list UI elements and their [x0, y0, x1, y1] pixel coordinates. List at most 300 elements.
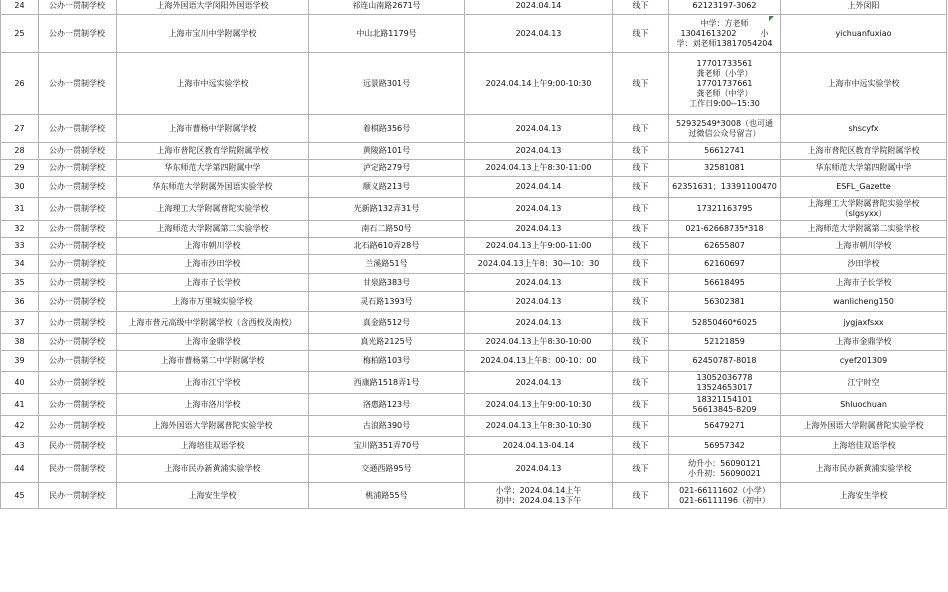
school-address-cell — [309, 198, 465, 221]
school-address: 梅柏路103号 — [362, 356, 411, 365]
open-day-mode: 线下 — [632, 204, 649, 213]
contact-phone-cell — [669, 372, 781, 394]
open-day-mode-cell — [613, 221, 669, 238]
school-name-cell — [117, 292, 309, 312]
wechat-account: 上海安生学校 — [839, 490, 888, 500]
school-address-cell — [309, 274, 465, 292]
school-name-cell — [117, 238, 309, 255]
row-number-cell — [1, 437, 39, 455]
school-address-cell — [309, 394, 465, 416]
contact-phone-cell — [669, 177, 781, 198]
wechat-account-cell — [781, 334, 947, 351]
open-day-mode: 线下 — [632, 259, 649, 268]
open-day-date-cell — [465, 53, 613, 115]
school-address-cell — [309, 351, 465, 372]
school-address-cell — [309, 455, 465, 483]
open-day-mode-cell — [613, 351, 669, 372]
row-number: 42 — [14, 421, 25, 430]
wechat-account-cell — [781, 115, 947, 143]
contact-phone-cell — [669, 274, 781, 292]
table-row — [1, 334, 947, 351]
school-type: 公办一贯制学校 — [49, 259, 105, 268]
wechat-account-cell — [781, 394, 947, 416]
row-number-cell — [1, 334, 39, 351]
table-row — [1, 416, 947, 437]
row-number: 43 — [14, 440, 25, 450]
row-number: 39 — [14, 356, 25, 365]
row-number-cell — [1, 394, 39, 416]
wechat-account-cell — [781, 372, 947, 394]
school-name: 上海市普元高级中学附属学校（含西校及南校） — [128, 317, 297, 327]
contact-phone-cell — [669, 437, 781, 455]
contact-phone: 021-62668735*318 — [685, 224, 764, 233]
open-day-mode: 线下 — [632, 146, 649, 155]
open-day-mode: 线下 — [632, 1, 649, 10]
school-address: 中山北路1179号 — [356, 28, 417, 38]
row-number-cell — [1, 0, 39, 15]
row-number-cell — [1, 372, 39, 394]
school-type: 公办一贯制学校 — [49, 224, 105, 233]
wechat-account: 上海师范大学附属第二实验学校 — [807, 224, 920, 233]
school-type: 公办一贯制学校 — [49, 337, 105, 346]
open-day-date: 2024.04.13上午9:00-10:30 — [485, 399, 592, 409]
school-name: 上海安生学校 — [188, 490, 237, 500]
school-type: 民办一贯制学校 — [49, 490, 105, 500]
wechat-account: 沙田学校 — [847, 259, 880, 268]
table-row — [1, 143, 947, 160]
open-day-date: 2024.04.13 — [515, 277, 562, 287]
school-address-cell — [309, 177, 465, 198]
open-day-mode-cell — [613, 372, 669, 394]
open-day-mode-cell — [613, 334, 669, 351]
wechat-account-cell — [781, 312, 947, 334]
contact-phone: 021-66111602（小学） 021-66111196（初中） — [679, 485, 770, 505]
school-type: 公办一贯制学校 — [49, 399, 105, 409]
open-day-date-cell — [465, 255, 613, 274]
school-type-cell — [39, 0, 117, 15]
school-address: 真金路512号 — [362, 317, 411, 327]
open-day-mode-cell — [613, 312, 669, 334]
open-day-mode: 线下 — [632, 490, 649, 500]
wechat-account-cell — [781, 198, 947, 221]
wechat-account-cell — [781, 160, 947, 177]
school-name: 上海市子长学校 — [184, 277, 241, 287]
school-name: 上海师范大学附属第二实验学校 — [156, 224, 269, 233]
row-number: 31 — [14, 204, 25, 213]
open-day-date: 2024.04.14 — [515, 1, 562, 10]
row-number-cell — [1, 143, 39, 160]
open-day-mode: 线下 — [632, 399, 649, 409]
school-address: 北石路610弄28号 — [353, 241, 420, 250]
row-number-cell — [1, 160, 39, 177]
school-type-cell — [39, 455, 117, 483]
table-row — [1, 274, 947, 292]
contact-phone-cell — [669, 455, 781, 483]
open-day-date-cell — [465, 177, 613, 198]
open-day-mode-cell — [613, 292, 669, 312]
open-day-mode: 线下 — [632, 28, 649, 38]
open-day-date-cell — [465, 455, 613, 483]
school-type-cell — [39, 221, 117, 238]
contact-phone: 56479271 — [704, 421, 745, 430]
open-day-mode-cell — [613, 115, 669, 143]
school-name-cell — [117, 312, 309, 334]
row-number: 32 — [14, 224, 25, 233]
open-day-mode: 线下 — [632, 463, 649, 473]
open-day-date: 2024.04.13上午9:00-11:00 — [485, 241, 592, 250]
open-day-mode: 线下 — [632, 182, 649, 191]
contact-phone-cell — [669, 238, 781, 255]
contact-phone: 62160697 — [704, 259, 745, 268]
contact-phone: 62450787-8018 — [692, 356, 757, 365]
school-name: 上海市民办新黄浦实验学校 — [164, 463, 261, 473]
contact-phone: 幼升小：56090121 小升初：56090021 — [688, 458, 761, 478]
wechat-account: yichuanfuxiao — [835, 28, 892, 38]
open-day-date-cell — [465, 351, 613, 372]
open-day-date-cell — [465, 334, 613, 351]
school-address-cell — [309, 312, 465, 334]
school-type-cell — [39, 15, 117, 53]
school-type-cell — [39, 255, 117, 274]
wechat-account: Shluochuan — [840, 399, 887, 409]
row-number-cell — [1, 292, 39, 312]
row-number: 25 — [14, 28, 25, 38]
school-type-cell — [39, 238, 117, 255]
school-address: 真光路2125号 — [360, 337, 413, 346]
open-day-mode-cell — [613, 143, 669, 160]
school-type-cell — [39, 312, 117, 334]
school-type: 公办一贯制学校 — [49, 146, 105, 155]
row-number: 28 — [14, 146, 25, 155]
school-address: 光新路132弄31号 — [353, 204, 420, 213]
row-number: 35 — [14, 277, 25, 287]
table-row — [1, 221, 947, 238]
wechat-account-cell — [781, 53, 947, 115]
row-number: 37 — [14, 317, 25, 327]
school-name-cell — [117, 15, 309, 53]
open-day-mode-cell — [613, 198, 669, 221]
open-day-date-cell — [465, 115, 613, 143]
contact-phone: 17701733561 龚老师（小学） 17701737661 龚老师（中学） 工作日9:00--15:30 — [689, 58, 760, 108]
school-name: 上海培佳双语学校 — [180, 440, 245, 450]
table-row — [1, 53, 947, 115]
contact-phone-cell — [669, 143, 781, 160]
table-row — [1, 292, 947, 312]
contact-phone-cell — [669, 334, 781, 351]
school-address-cell — [309, 115, 465, 143]
wechat-account-cell — [781, 238, 947, 255]
school-name-cell — [117, 255, 309, 274]
school-type: 民办一贯制学校 — [49, 440, 105, 450]
open-day-date: 2024.04.13 — [515, 377, 562, 387]
table-row — [1, 238, 947, 255]
row-number: 45 — [14, 490, 25, 500]
open-day-mode: 线下 — [632, 78, 649, 88]
row-number-cell — [1, 238, 39, 255]
school-address-cell — [309, 221, 465, 238]
contact-phone: 18321154101 56613845-8209 — [692, 394, 757, 414]
school-address: 古浪路390号 — [362, 421, 411, 430]
school-type: 公办一贯制学校 — [49, 123, 105, 133]
open-day-mode-cell — [613, 394, 669, 416]
school-name-cell — [117, 351, 309, 372]
school-address: 交通西路95号 — [361, 463, 412, 473]
wechat-account: 上海市朝川学校 — [835, 241, 892, 250]
table-row — [1, 437, 947, 455]
school-name: 上海市曹杨中学附属学校 — [168, 123, 257, 133]
open-day-date: 小学：2024.04.14上午 初中：2024.04.13下午 — [495, 485, 582, 505]
open-day-mode-cell — [613, 160, 669, 177]
school-name-cell — [117, 0, 309, 15]
contact-phone-cell — [669, 255, 781, 274]
row-number-cell — [1, 483, 39, 509]
row-number: 26 — [14, 78, 25, 88]
table-row — [1, 255, 947, 274]
school-type: 公办一贯制学校 — [49, 1, 105, 10]
school-address: 远景路301号 — [362, 78, 411, 88]
school-name-cell — [117, 143, 309, 160]
contact-phone-cell — [669, 115, 781, 143]
school-address-cell — [309, 53, 465, 115]
open-day-date: 2024.04.13 — [515, 204, 562, 213]
school-name-cell — [117, 483, 309, 509]
school-type: 公办一贯制学校 — [49, 28, 105, 38]
school-address: 甘泉路383号 — [362, 277, 411, 287]
open-day-mode: 线下 — [632, 421, 649, 430]
open-day-date-cell — [465, 143, 613, 160]
school-name: 华东师范大学附属外国语实验学校 — [152, 182, 273, 191]
open-day-date: 2024.04.13 — [515, 146, 562, 155]
contact-phone: 56957342 — [704, 440, 745, 450]
row-number-cell — [1, 198, 39, 221]
school-address: 洛惠路123号 — [362, 399, 411, 409]
open-day-date-cell — [465, 15, 613, 53]
open-day-date-cell — [465, 198, 613, 221]
contact-phone-cell — [669, 15, 781, 53]
contact-phone: 56612741 — [704, 146, 745, 155]
table-row — [1, 177, 947, 198]
school-name-cell — [117, 455, 309, 483]
wechat-account: 上海市中远实验学校 — [827, 78, 900, 88]
open-day-date-cell — [465, 160, 613, 177]
row-number: 34 — [14, 259, 25, 268]
school-address: 桃浦路55号 — [365, 490, 408, 500]
contact-phone-cell — [669, 198, 781, 221]
open-day-mode: 线下 — [632, 377, 649, 387]
wechat-account: 上海市金鼎学校 — [835, 337, 892, 346]
open-day-date-cell — [465, 483, 613, 509]
contact-phone: 52932549*3008（也可通 过微信公众号留言） — [675, 118, 774, 138]
contact-phone: 32581081 — [704, 163, 745, 172]
school-address: 兰溪路51号 — [365, 259, 408, 268]
open-day-mode-cell — [613, 274, 669, 292]
row-number: 38 — [14, 337, 25, 346]
contact-phone-cell — [669, 160, 781, 177]
contact-phone-cell — [669, 416, 781, 437]
wechat-account-cell — [781, 0, 947, 15]
school-name: 上海市曹杨第二中学附属学校 — [160, 356, 265, 365]
row-number-cell — [1, 15, 39, 53]
school-type: 公办一贯制学校 — [49, 182, 105, 191]
school-type-cell — [39, 394, 117, 416]
row-number-cell — [1, 416, 39, 437]
school-address: 泸定路279号 — [362, 163, 411, 172]
open-day-mode-cell — [613, 437, 669, 455]
open-day-mode-cell — [613, 15, 669, 53]
school-name: 上海外国语大学闵阳外国语学校 — [156, 1, 269, 10]
open-day-mode: 线下 — [632, 163, 649, 172]
school-address: 祁连山南路2671号 — [352, 1, 421, 10]
wechat-account: 上海外国语大学附属普陀实验学校 — [803, 421, 924, 430]
row-number-cell — [1, 274, 39, 292]
school-name-cell — [117, 372, 309, 394]
open-day-mode: 线下 — [632, 440, 649, 450]
open-day-mode-cell — [613, 483, 669, 509]
open-day-date-cell — [465, 416, 613, 437]
school-address-cell — [309, 292, 465, 312]
school-type: 公办一贯制学校 — [49, 163, 105, 172]
wechat-account: 上海市子长学校 — [835, 277, 892, 287]
row-number-cell — [1, 53, 39, 115]
contact-phone-cell — [669, 53, 781, 115]
school-address: 灵石路1393号 — [360, 296, 413, 306]
school-name-cell — [117, 53, 309, 115]
wechat-account-cell — [781, 351, 947, 372]
contact-phone-cell — [669, 221, 781, 238]
school-address-cell — [309, 255, 465, 274]
contact-phone-cell — [669, 394, 781, 416]
school-name-cell — [117, 160, 309, 177]
school-address-cell — [309, 15, 465, 53]
school-type-cell — [39, 143, 117, 160]
school-name: 上海市金鼎学校 — [184, 337, 241, 346]
open-day-date: 2024.04.13上午8:30-10:00 — [485, 337, 592, 346]
open-day-date: 2024.04.13 — [515, 123, 562, 133]
wechat-account-cell — [781, 437, 947, 455]
school-type: 公办一贯制学校 — [49, 277, 105, 287]
open-day-date: 2024.04.14上午9:00-10:30 — [485, 78, 592, 88]
school-type: 公办一贯制学校 — [49, 241, 105, 250]
school-type-cell — [39, 160, 117, 177]
wechat-account-cell — [781, 292, 947, 312]
school-address-cell — [309, 143, 465, 160]
school-name-cell — [117, 334, 309, 351]
school-address: 着棋路356号 — [362, 123, 411, 133]
wechat-account: ESFL_Gazette — [836, 182, 891, 191]
school-name-cell — [117, 394, 309, 416]
wechat-account: wanlicheng150 — [833, 296, 894, 306]
school-address: 宝川路351弄70号 — [353, 440, 420, 450]
wechat-account-cell — [781, 143, 947, 160]
school-type-cell — [39, 437, 117, 455]
contact-phone-cell — [669, 312, 781, 334]
school-type-cell — [39, 53, 117, 115]
school-type: 公办一贯制学校 — [49, 356, 105, 365]
school-type: 民办一贯制学校 — [49, 463, 105, 473]
school-address: 南石二路50号 — [361, 224, 412, 233]
contact-phone: 52850460*6025 — [691, 317, 758, 327]
row-number-cell — [1, 255, 39, 274]
row-number: 33 — [14, 241, 25, 250]
school-type-cell — [39, 274, 117, 292]
contact-phone-cell — [669, 483, 781, 509]
open-day-date: 2024.04.13 — [515, 224, 562, 233]
school-type-cell — [39, 483, 117, 509]
table-row — [1, 394, 947, 416]
row-number: 29 — [14, 163, 25, 172]
open-day-date-cell — [465, 0, 613, 15]
row-number: 44 — [14, 463, 25, 473]
wechat-account-cell — [781, 416, 947, 437]
row-number: 36 — [14, 296, 25, 306]
school-address-cell — [309, 416, 465, 437]
school-address-cell — [309, 0, 465, 15]
school-address-cell — [309, 437, 465, 455]
contact-phone: 17321163795 — [696, 204, 753, 213]
wechat-account-cell — [781, 177, 947, 198]
open-day-mode-cell — [613, 455, 669, 483]
school-name: 上海市沙田学校 — [184, 259, 241, 268]
open-day-mode: 线下 — [632, 123, 649, 133]
wechat-account: shscyfx — [848, 123, 879, 133]
school-type-cell — [39, 198, 117, 221]
wechat-account: 上外闵阳 — [847, 1, 880, 10]
comment-marker-icon — [769, 16, 774, 21]
wechat-account-cell — [781, 15, 947, 53]
open-day-mode: 线下 — [632, 224, 649, 233]
school-name: 上海市朝川学校 — [184, 241, 241, 250]
wechat-account-cell — [781, 221, 947, 238]
school-type-cell — [39, 372, 117, 394]
contact-phone-cell — [669, 351, 781, 372]
open-day-date: 2024.04.13 — [515, 317, 562, 327]
open-day-mode-cell — [613, 0, 669, 15]
school-type: 公办一贯制学校 — [49, 296, 105, 306]
row-number-cell — [1, 177, 39, 198]
row-number-cell — [1, 312, 39, 334]
open-day-date-cell — [465, 292, 613, 312]
wechat-account: jygjaxfsxx — [843, 317, 884, 327]
school-address: 顺义路213号 — [362, 182, 411, 191]
open-day-date: 2024.04.13上午8:30-11:00 — [485, 163, 592, 172]
school-address-cell — [309, 372, 465, 394]
school-address-cell — [309, 160, 465, 177]
open-day-date: 2024.04.13上午8：00-10：00 — [480, 356, 597, 365]
school-name-cell — [117, 177, 309, 198]
school-type-cell — [39, 292, 117, 312]
school-name-cell — [117, 437, 309, 455]
table-row — [1, 198, 947, 221]
contact-phone: 62123197-3062 — [692, 1, 757, 10]
school-type-cell — [39, 115, 117, 143]
open-day-date-cell — [465, 394, 613, 416]
school-type: 公办一贯制学校 — [49, 317, 105, 327]
school-address-cell — [309, 483, 465, 509]
open-day-date-cell — [465, 437, 613, 455]
table-row — [1, 160, 947, 177]
row-number-cell — [1, 351, 39, 372]
open-day-mode: 线下 — [632, 241, 649, 250]
school-address: 黄陵路101号 — [362, 146, 411, 155]
table-row — [1, 115, 947, 143]
school-address-cell — [309, 334, 465, 351]
open-day-date-cell — [465, 312, 613, 334]
wechat-account: cyef201309 — [839, 356, 888, 365]
school-name-cell — [117, 115, 309, 143]
table-row — [1, 372, 947, 394]
wechat-account-cell — [781, 483, 947, 509]
open-day-date-cell — [465, 221, 613, 238]
